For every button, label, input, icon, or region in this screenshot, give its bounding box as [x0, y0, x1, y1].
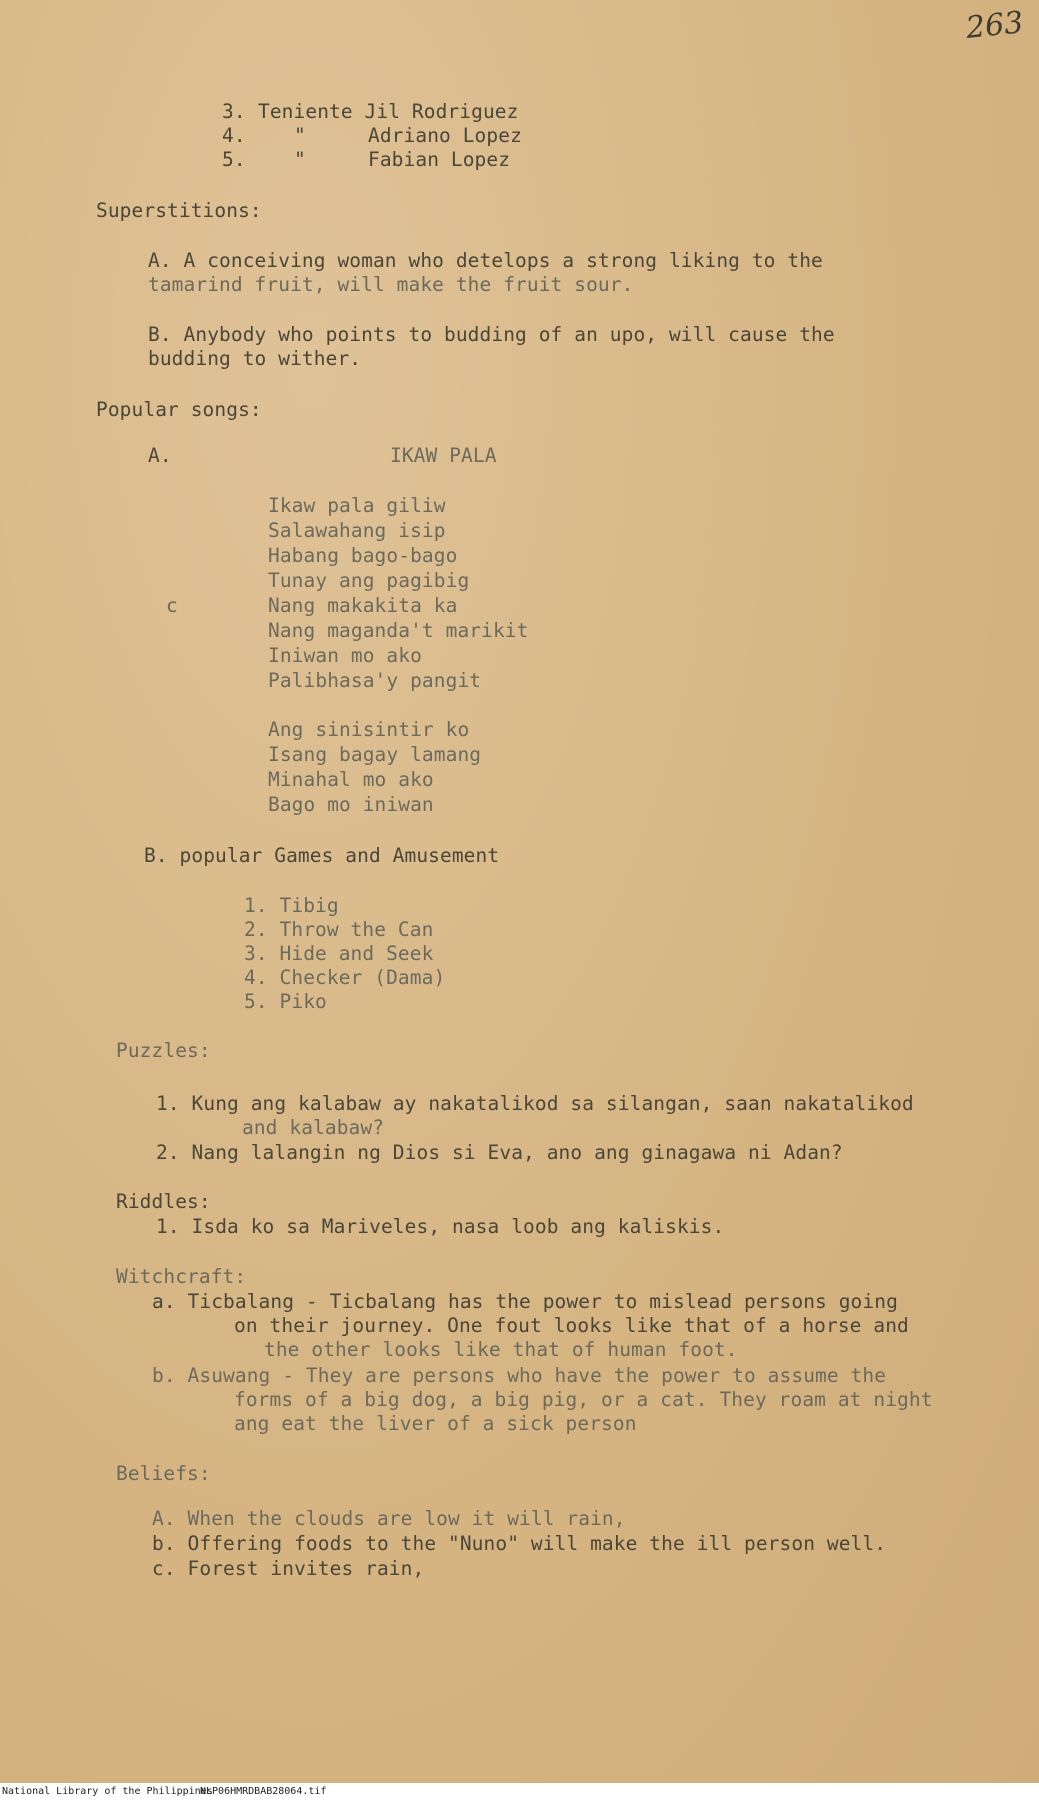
- song-line: Bago mo iniwan: [268, 793, 434, 816]
- footer-source: National Library of the Philippines: [2, 1786, 213, 1797]
- official-ditto-4: ": [294, 124, 306, 147]
- puzzle-1-line2: and kalabaw?: [242, 1116, 385, 1139]
- riddle-1: 1. Isda ko sa Mariveles, nasa loob ang kaliskis.: [156, 1215, 725, 1238]
- song-title: IKAW PALA: [390, 444, 497, 467]
- official-name-4: Adriano Lopez: [368, 124, 522, 147]
- song-line: Salawahang isip: [268, 519, 446, 542]
- official-num-4: 4.: [222, 124, 246, 147]
- superstition-b-line1: B. Anybody who points to budding of an upo, will cause the: [148, 323, 835, 346]
- official-name-3: Teniente Jil Rodriguez: [258, 100, 519, 123]
- song-line: Isang bagay lamang: [268, 743, 482, 766]
- song-line: Nang maganda't marikit: [268, 619, 529, 642]
- superstition-a-line2: tamarind fruit, will make the fruit sour.: [148, 273, 634, 296]
- witchcraft-a-line1: a. Ticbalang - Ticbalang has the power to mislead persons going: [152, 1290, 898, 1313]
- witchcraft-b-line3: ang eat the liver of a sick person: [234, 1412, 637, 1435]
- official-name-5: Fabian Lopez: [368, 148, 511, 171]
- puzzle-1-line1: 1. Kung ang kalabaw ay nakatalikod sa silangan, saan nakatalikod: [156, 1092, 914, 1115]
- games-heading: B. popular Games and Amusement: [144, 844, 500, 867]
- witchcraft-a-line3: the other looks like that of human foot.: [264, 1338, 738, 1361]
- official-num-3: 3.: [222, 100, 246, 123]
- puzzles-heading: Puzzles:: [116, 1039, 211, 1062]
- belief-item: A. When the clouds are low it will rain,: [152, 1507, 626, 1530]
- song-line: Iniwan mo ako: [268, 644, 422, 667]
- songs-heading: Popular songs:: [96, 398, 262, 421]
- belief-item: c. Forest invites rain,: [152, 1557, 425, 1580]
- page-number: 263: [964, 5, 1025, 46]
- song-line: Nang makakita ka: [268, 594, 458, 617]
- song-line: Ikaw pala giliw: [268, 494, 446, 517]
- superstition-b-line2: budding to wither.: [148, 347, 362, 370]
- song-line: Minahal mo ako: [268, 768, 434, 791]
- song-line: Habang bago-bago: [268, 544, 458, 567]
- belief-item: b. Offering foods to the "Nuno" will make the ill person well.: [152, 1532, 887, 1555]
- witchcraft-a-line2: on their journey. One fout looks like that of a horse and: [234, 1314, 909, 1337]
- puzzle-2: 2. Nang lalangin ng Dios si Eva, ano ang ginagawa ni Adan?: [156, 1141, 843, 1164]
- official-ditto-5: ": [294, 148, 306, 171]
- game-item: 5. Piko: [244, 990, 327, 1013]
- game-item: 3. Hide and Seek: [244, 942, 434, 965]
- margin-mark: c: [166, 594, 178, 617]
- riddles-heading: Riddles:: [116, 1190, 211, 1213]
- witchcraft-b-line1: b. Asuwang - They are persons who have the power to assume the: [152, 1364, 887, 1387]
- witchcraft-heading: Witchcraft:: [116, 1265, 247, 1288]
- scan-footer: [0, 1783, 1039, 1800]
- game-item: 1. Tibig: [244, 894, 339, 917]
- footer-filename: NLP06HMRDBAB28064.tif: [200, 1786, 327, 1797]
- superstition-a-line1: A. A conceiving woman who detelops a strong liking to the: [148, 249, 823, 272]
- witchcraft-b-line2: forms of a big dog, a big pig, or a cat. They roam at night: [234, 1388, 933, 1411]
- song-line: Palibhasa'y pangit: [268, 669, 482, 692]
- game-item: 2. Throw the Can: [244, 918, 434, 941]
- beliefs-heading: Beliefs:: [116, 1462, 211, 1485]
- song-line: Tunay ang pagibig: [268, 569, 470, 592]
- official-num-5: 5.: [222, 148, 246, 171]
- song-line: Ang sinisintir ko: [268, 718, 470, 741]
- game-item: 4. Checker (Dama): [244, 966, 446, 989]
- superstitions-heading: Superstitions:: [96, 199, 262, 222]
- song-a-label: A.: [148, 444, 172, 467]
